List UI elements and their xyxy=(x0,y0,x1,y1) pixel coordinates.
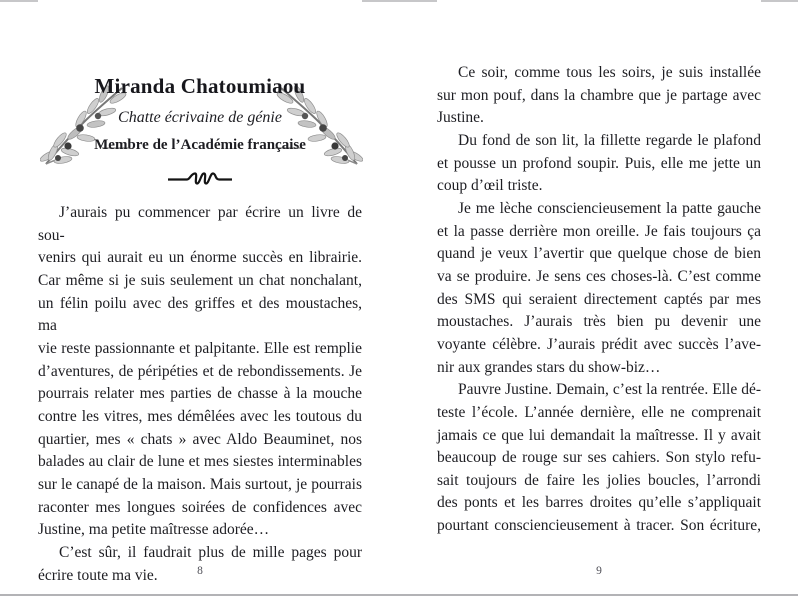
text-line: nir aux grandes stars du show-biz… xyxy=(437,358,661,376)
squiggle-flourish-icon xyxy=(168,170,232,187)
text-line: et pousse un profond soupir. Puis, elle me jette un xyxy=(437,154,761,172)
text-line: sur le canapé de la maison. Mais surtout, je pourrais xyxy=(38,475,362,493)
left-page-body-text xyxy=(38,202,362,587)
text-line: Pauvre Justine. Demain, c’est la rentrée. Elle dé- xyxy=(458,381,761,399)
text-line: venirs qui aurait eu un énorme succès en librairie. xyxy=(38,249,362,267)
text-line: quand je veux l’avertir que quelque chose de bien xyxy=(437,245,761,263)
text-line: vie reste passionnante et palpitante. Elle est remplie xyxy=(38,339,362,357)
text-line: raconter mes longues soirées de confidences avec xyxy=(38,498,362,516)
text-line: sur mon pouf, dans la chambre que je partage avec xyxy=(437,86,761,104)
text-line: des SMS qui seraient directement captés par mes xyxy=(437,290,761,308)
text-line: teste l’école. L’année dernière, elle ne comprenait xyxy=(437,403,761,421)
text-line: jamais ce que lui demandait la maîtresse. Il y avait xyxy=(437,426,761,444)
text-line: balades au clair de lune et mes siestes interminables xyxy=(38,453,362,471)
text-line: écrire toute ma vie. xyxy=(38,566,158,584)
text-line: J’aurais pu commencer par écrire un livre de sou- xyxy=(38,204,362,244)
text-line: C’est sûr, il faudrait plus de mille pages pour xyxy=(59,543,362,561)
text-line: moustaches. J’aurais très bien pu devenir une xyxy=(437,313,761,331)
left-page xyxy=(38,0,362,601)
text-line: va se produire. Je sens ces choses-là. C’est comme xyxy=(437,267,761,285)
text-line: contre les vitres, mes démêlées avec les toutous du xyxy=(38,407,362,425)
text-line: Justine. xyxy=(437,109,484,127)
text-line: coup d’œil triste. xyxy=(437,177,543,195)
text-line: Je me lèche consciencieusement la patte gauche xyxy=(458,199,761,217)
right-page-body-text xyxy=(437,62,761,538)
author-affiliation: Membre de l’Académie française xyxy=(94,137,306,153)
text-line: d’aventures, de péripéties et de rebondissements. Je xyxy=(38,362,362,380)
author-name: Miranda Chatoumiaou xyxy=(94,74,306,98)
text-line: quartier, mes « chats » avec Aldo Beauminet, nos xyxy=(38,430,362,448)
text-line: un félin poilu avec des griffes et des moustaches, ma xyxy=(38,294,362,335)
text-line: pourrais relater mes parties de chasse à la mouche xyxy=(38,385,362,403)
text-line: Car même si je suis seulement un chat nonchalant, xyxy=(38,271,362,289)
text-line: sait toujours de faire les jolies boucles, l’arrondi xyxy=(437,471,761,489)
text-line: beaucoup de rouge sur ses cahiers. Son stylo refu- xyxy=(437,449,761,467)
right-page-number: 9 xyxy=(596,565,602,577)
text-line: Du fond de son lit, la fillette regarde le plafond xyxy=(458,131,761,149)
text-line: des ponts et les barres droites qu’elle s’appliquait xyxy=(437,494,761,512)
bottom-page-edge-rule xyxy=(0,594,798,596)
left-page-number: 8 xyxy=(197,565,203,577)
squiggle-divider xyxy=(38,170,362,192)
text-line: Ce soir, comme tous les soirs, je suis installée xyxy=(458,64,761,81)
text-line: Justine, ma petite maîtresse adorée… xyxy=(38,521,270,539)
right-page xyxy=(437,0,761,601)
text-line: et la passe derrière mon oreille. Je fais toujours ça xyxy=(437,222,761,240)
text-line: pourtant consciencieusement à tracer. Son écriture, xyxy=(437,517,761,535)
author-role: Chatte écrivaine de génie xyxy=(118,109,282,126)
text-line: voyante célèbre. J’aurais prédit avec succès l’ave- xyxy=(437,335,761,353)
